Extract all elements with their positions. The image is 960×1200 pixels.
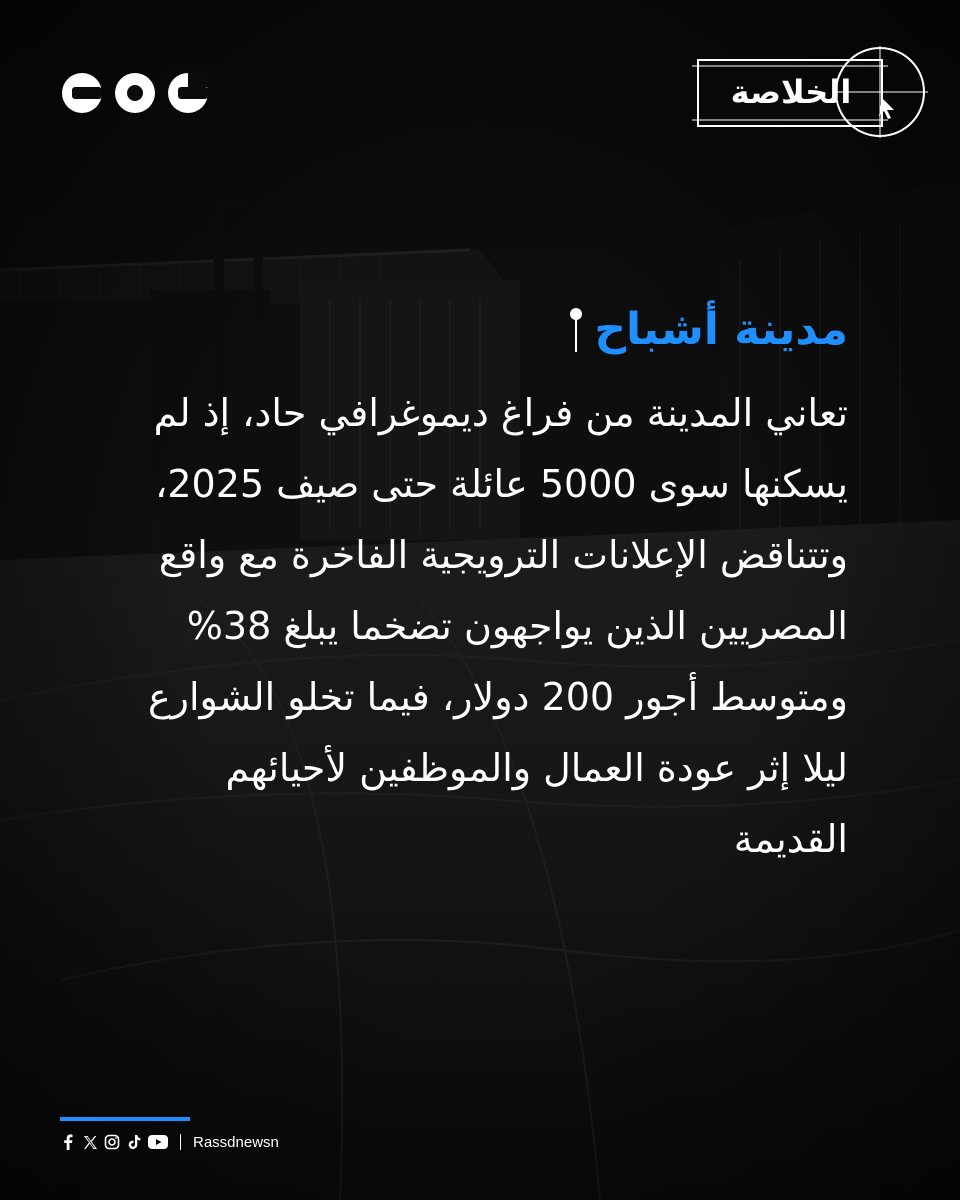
youtube-icon[interactable] xyxy=(148,1134,168,1150)
facebook-icon[interactable] xyxy=(60,1134,76,1150)
footer-separator xyxy=(180,1134,181,1150)
social-handle[interactable]: Rassdnewsn xyxy=(193,1133,279,1151)
title-row xyxy=(108,300,848,360)
pin-icon xyxy=(570,308,584,352)
x-icon[interactable] xyxy=(82,1134,98,1150)
footer-accent-bar xyxy=(60,1117,190,1121)
article-title: مدينة أشباح xyxy=(594,304,848,355)
khulasa-logo xyxy=(692,46,928,138)
rassd-logo xyxy=(60,70,210,116)
article xyxy=(108,300,848,875)
khulasa-logo-text: الخلاصة xyxy=(730,73,852,111)
social-footer xyxy=(60,1130,279,1154)
instagram-icon[interactable] xyxy=(104,1134,120,1150)
article-body: تعاني المدينة من فراغ ديموغرافي حاد، إذ لم يسكنها سوى 5000 عائلة حتى صيف 2025، وتتناقض الإعلانات الترويجية الفاخرة مع واقع المصريين الذين يواجهون تضخما يبلغ 38% ومتوسط أجور 200 دولار، فيما تخلو الشوارع ليلا إثر عودة العمال والموظفين لأحيائهم القديمة xyxy=(147,391,848,861)
tiktok-icon[interactable] xyxy=(126,1134,142,1150)
